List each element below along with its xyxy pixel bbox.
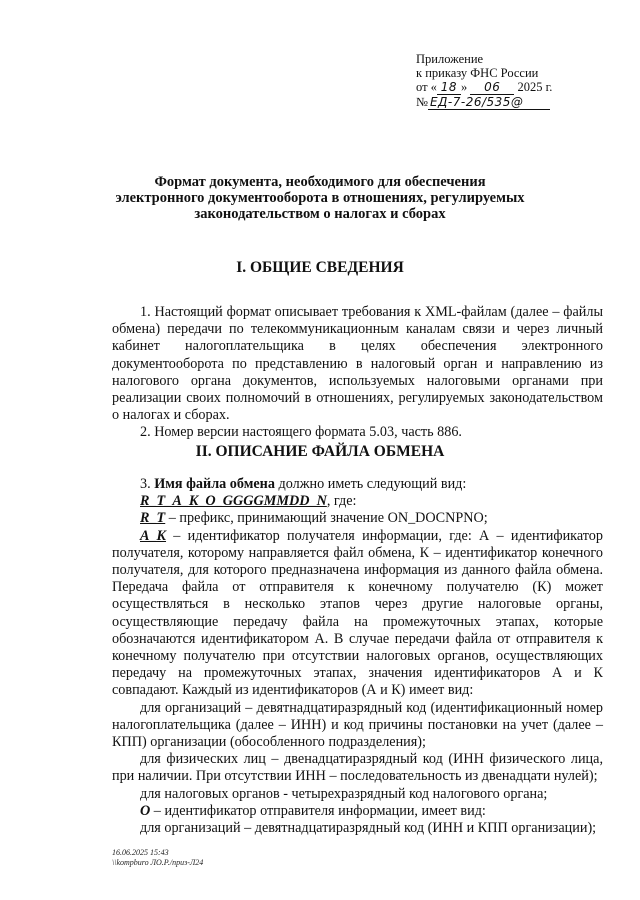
ak-text: – идентификатор получателя информации, где: А – идентификатор получателя, которому направляется файл обмена, К – идентификатор конечного получателя, для которого предназначена информация из данного файла обмена. Передача файла от отправителя к конечному получателю (К) может осуществляться в несколько этапов через другие налоговые органы, осуществляющие передачу файла на промежуточных этапах, которые обозначаются идентификатором А. В случае передачи файла от отправителя к конечному получателю при отсутствии налоговых органов, осуществляющих передачу на промежуточных этапах, значения идентификаторов А и К совпадают. Каждый из идентификаторов (А и К) имеет вид:	[112, 527, 603, 699]
person-identifier-text: для физических лиц – двенадцатиразрядный код (ИНН физического лица, при наличии. При отсутствии ИНН – последовательность из двенадцати нулей);	[112, 751, 603, 785]
footer-timestamp: 16.06.2025 15:43	[112, 848, 169, 857]
tax-authority-identifier-text: для налоговых органов - четырехразрядный код налогового органа;	[140, 785, 548, 802]
org-identifier-text: для организаций – девятнадцатиразрядный код (идентификационный номер налогоплательщика (далее – ИНН) и код причины постановки на учет (далее – КПП) организации (обособленного подразделения);	[112, 699, 603, 751]
section-2-heading: II. ОПИСАНИЕ ФАЙЛА ОБМЕНА	[195, 443, 445, 460]
ak-definition	[112, 528, 603, 700]
date-mid: »	[460, 80, 468, 94]
paragraph-2: 2. Номер версии настоящего формата 5.03, часть 886.	[140, 424, 462, 441]
section-1-heading: I. ОБЩИЕ СВЕДЕНИЯ	[236, 259, 404, 276]
p3-rest: должно иметь следующий вид:	[274, 476, 467, 492]
appendix-date-line	[416, 80, 552, 95]
section-1-body	[112, 304, 603, 442]
appendix-line-1: Приложение	[416, 52, 484, 66]
title-line-3: законодательством о налогах и сборах	[194, 206, 446, 222]
ak-code: A_K	[140, 527, 167, 544]
o-code: O	[140, 802, 151, 819]
filename-pattern: R_T_A_K_O_GGGGMMDD_N	[140, 493, 327, 510]
filename-pattern-line	[112, 493, 603, 510]
appendix-number-line	[416, 95, 552, 110]
date-day-handwritten: 18	[437, 80, 461, 95]
title-line-1: Формат документа, необходимого для обеспечения	[154, 174, 486, 190]
order-number-handwritten: ЕД-7-26/535@	[428, 95, 550, 110]
section-2-body	[112, 476, 603, 837]
o-definition	[112, 803, 603, 820]
org2-identifier-text: для организаций – девятнадцатиразрядный код (ИНН и КПП организации);	[140, 820, 597, 837]
document-title	[100, 174, 540, 222]
rt-definition	[112, 510, 603, 527]
pattern-tail: , где:	[326, 493, 357, 510]
appendix-line-2: к приказу ФНС России	[416, 66, 539, 80]
p3-term: Имя файла обмена	[154, 476, 275, 492]
paragraph-1: 1. Настоящий формат описывает требования к XML-файлам (далее – файлы обмена) передачи по телекоммуникационным каналам связи и через личный кабинет налогоплательщика в целях обеспечения электронного документооборота по представлению в налоговый орган и направлению из налогового органа документов, используемых налоговыми органами при реализации своих полномочий в отношениях, регулируемых законодательством о налогах и сборах.	[112, 304, 603, 424]
rt-code: R_T	[140, 510, 166, 527]
date-year: 2025 г.	[517, 80, 553, 94]
date-prefix: от «	[416, 80, 437, 94]
rt-text: – префикс, принимающий значение ON_DOCNPNO;	[165, 510, 488, 527]
footer-path: \\kompburo ЛО.Р./приз-Л24	[112, 858, 204, 867]
number-prefix: №	[416, 95, 428, 109]
title-line-2: электронного документооборота в отношениях, регулируемых	[115, 190, 525, 206]
o-text: – идентификатор отправителя информации, имеет вид:	[150, 802, 486, 819]
appendix-block	[416, 52, 552, 110]
p3-number: 3.	[140, 476, 155, 492]
footer-stamp	[112, 848, 203, 868]
date-month-handwritten: 06	[470, 80, 514, 95]
paragraph-3	[112, 476, 603, 493]
